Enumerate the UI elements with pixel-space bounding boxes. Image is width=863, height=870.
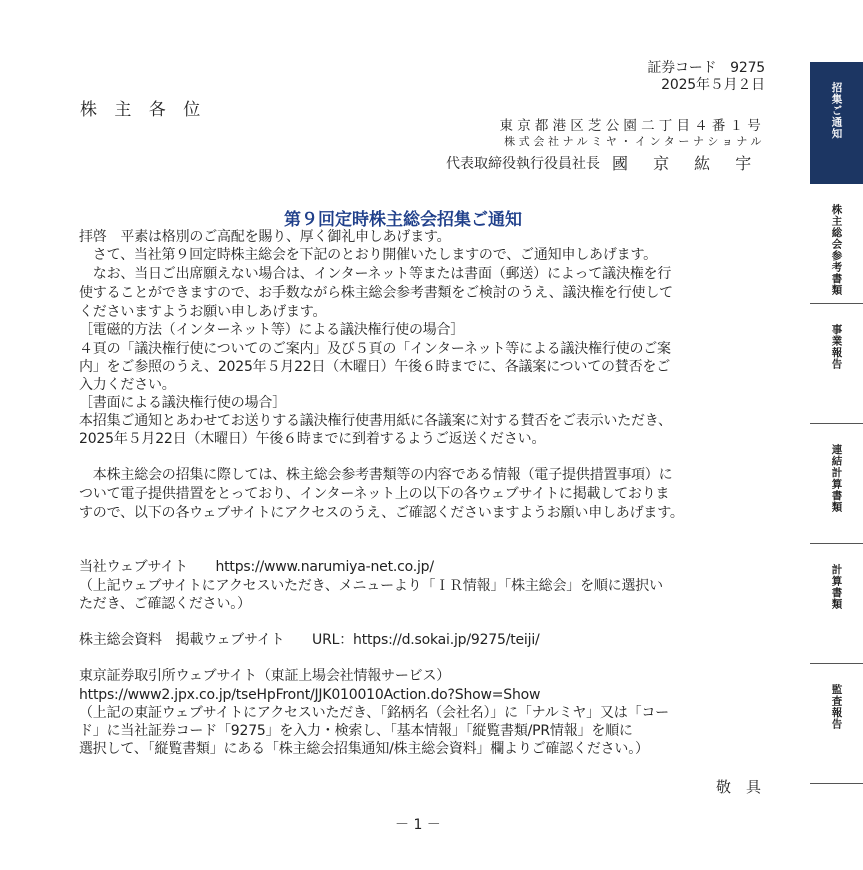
greeting: 拝啓 平素は格別のご高配を賜り、厚く御礼申しあげます。 — [79, 229, 451, 245]
tab-reference-documents[interactable] — [810, 184, 863, 304]
tse-website-note-line2: ド」に当社証券コード「9275」を入力・検索し、「基本情報」「縦覧書類/PR情報」を順に — [79, 723, 633, 739]
tab-convocation-notice[interactable] — [810, 62, 863, 184]
tab-financial-statements[interactable] — [810, 544, 863, 664]
company-name: 株式会社ナルミヤ・インターナショナル — [504, 135, 765, 148]
paragraph-voting-line1: なお、当日ご出席願えない場合は、インターネット等または書面（郵送）によって議決権を行 — [79, 266, 672, 282]
paragraph-voting-line3: くださいますようお願い申しあげます。 — [79, 304, 327, 320]
notice-date: 2025年５月２日 — [661, 77, 765, 93]
notice-title: 第９回定時株主総会招集ご通知 — [284, 210, 522, 230]
section-paper-line1: 本招集ご通知とあわせてお送りする議決権行使書用紙に各議案に対する賛否をご表示いただき、 — [79, 413, 672, 429]
page-number: － 1 － — [395, 817, 441, 833]
tab-consolidated-financials[interactable] — [810, 424, 863, 544]
tse-website-url[interactable]: https://www2.jpx.co.jp/tseHpFront/JJK010010Action.do?Show=Show — [79, 687, 541, 703]
paragraph-voting-line2: 使することができますので、お手数ながら株主総会参考書類をご検討のうえ、議決権を行使して — [79, 285, 673, 301]
company-website-note-line1: （上記ウェブサイトにアクセスいただき、メニューより「ＩＲ情報」「株主総会」を順に選択い — [79, 578, 663, 594]
section-internet-line3: 入力ください。 — [79, 377, 176, 393]
tab-business-report[interactable] — [810, 304, 863, 424]
tse-website-label: 東京証券取引所ウェブサイト（東証上場会社情報サービス） — [79, 668, 451, 684]
tab-label: 株主総会参考書類 — [830, 204, 843, 296]
section-internet-heading: ［電磁的方法（インターネット等）による議決権行使の場合］ — [79, 322, 465, 338]
tab-label: 監査報告 — [830, 684, 843, 730]
meeting-materials-website[interactable]: 株主総会資料 掲載ウェブサイト URL：https://d.sokai.jp/9275/teiji/ — [79, 632, 540, 648]
securities-code: 証券コード 9275 — [647, 60, 765, 76]
closing-remark: 敬 具 — [716, 778, 762, 796]
paragraph-meeting: さて、当社第９回定時株主総会を下記のとおり開催いたしますので、ご通知申しあげます。 — [79, 247, 657, 263]
section-paper-heading: ［書面による議決権行使の場合］ — [79, 395, 286, 411]
tab-label: 事業報告 — [830, 324, 843, 370]
section-tabs — [810, 62, 863, 784]
tab-audit-report[interactable] — [810, 664, 863, 784]
company-website-note-line2: ただき、ご確認ください。） — [79, 596, 251, 612]
company-address: 東京都港区芝公園二丁目４番１号 — [499, 118, 765, 134]
tse-website-note-line3: 選択して、「縦覧書類」にある「株主総会招集通知/株主総会資料」欄よりご確認ください。） — [79, 741, 649, 757]
company-website[interactable]: 当社ウェブサイト https://www.narumiya-net.co.jp/ — [79, 559, 434, 575]
representative-title: 代表取締役執行役員社長 — [446, 156, 600, 172]
tse-website-note-line1: （上記の東証ウェブサイトにアクセスいただき、「銘柄名（会社名）」に「ナルミヤ」又は「コー — [79, 705, 669, 721]
tab-label: 招集ご通知 — [830, 82, 843, 140]
section-internet-line2: 内」をご参照のうえ、2025年５月22日（木曜日）午後６時までに、各議案についての賛否をご — [79, 359, 671, 375]
paragraph-electronic-line1: 本株主総会の招集に際しては、株主総会参考書類等の内容である情報（電子提供措置事項）に — [79, 467, 673, 483]
section-paper-line2: 2025年５月22日（木曜日）午後６時までに到着するようご返送ください。 — [79, 431, 546, 447]
section-internet-line1: ４頁の「議決権行使についてのご案内」及び５頁の「インターネット等による議決権行使のご案 — [79, 341, 671, 357]
tab-label: 連結計算書類 — [830, 444, 843, 513]
paragraph-electronic-line2: ついて電子提供措置をとっており、インターネット上の以下の各ウェブサイトに掲載しておりま — [79, 486, 670, 502]
addressee: 株 主 各 位 — [80, 100, 207, 120]
paragraph-electronic-line3: すので、以下の各ウェブサイトにアクセスのうえ、ご確認くださいますようお願い申しあげます。 — [79, 505, 684, 521]
tab-label: 計算書類 — [830, 564, 843, 610]
representative-name: 國 京 紘 宇 — [612, 154, 762, 173]
